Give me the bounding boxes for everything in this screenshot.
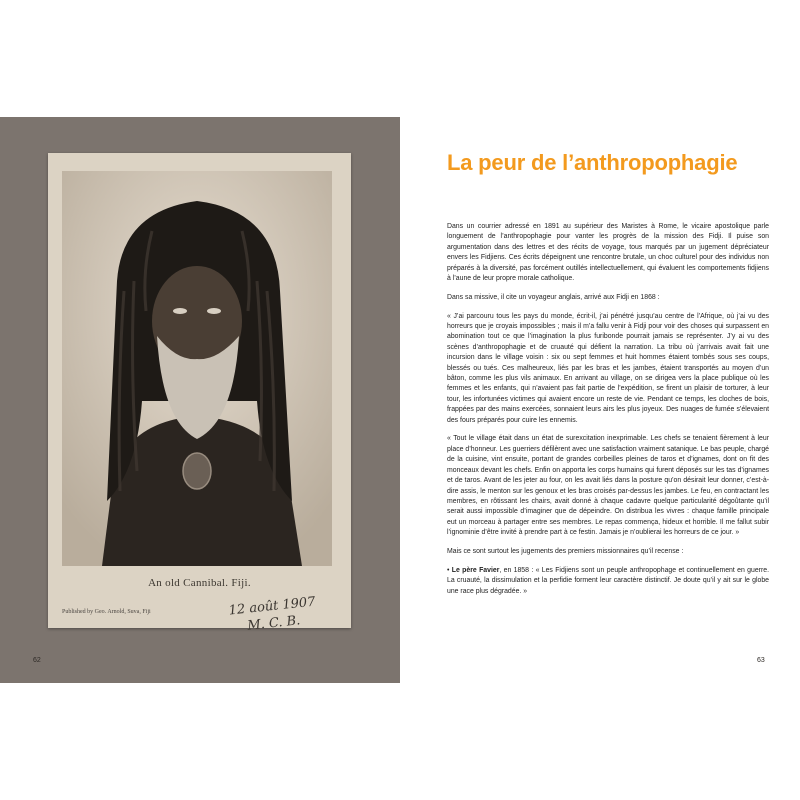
bullet-item	[447, 566, 769, 597]
paragraph: Dans sa missive, il cite un voyageur anglais, arrivé aux Fidji en 1868 :	[447, 293, 660, 301]
chapter-title: La peur de l’anthropophagie	[447, 150, 738, 175]
quote-paragraph: « J’ai parcouru tous les pays du monde, écrit-il, j’ai pénétré jusqu’au centre de l’Afrique, où j’ai vu des horreurs que je croyais impossibles ; mais il m’a fallu venir à Fidji pour voir des choses qui surpassent en abomination tout ce que l’imagination la plus furibonde pourrait jamais se représenter. J’y ai vu des scènes d’anthropophagie et de cruauté qui défient la narration. La tribu où j’arrivais avait fait une incursion dans le village voisin : six ou sept femmes et huit hommes étaient tombés sous ses coups, blessés ou tués. Ces malheureux, liés par les bras et les jambes, étaient transportés au moyen d’un bâton, comme les plus vils animaux. En arrivant au village, on se dirigea vers la place publique où les femmes et les enfants, qui n’avaient pas fait partie de l’expédition, se firent un plaisir de torturer, à leur tour, les infortunées victimes qui avaient encore un reste de vie. Pendant ce temps, les cloches de bois, frappées par des mains exercées, sonnaient leurs airs les plus joyeux. Des nuages de fumée s’élevaient des fours préparés pour cuire les ennemis.	[447, 312, 769, 424]
paragraph: Mais ce sont surtout les jugements des premiers missionnaires qu’il recense :	[447, 547, 684, 555]
handwritten-date	[207, 591, 340, 638]
body-text	[447, 222, 769, 605]
left-page	[0, 117, 400, 683]
cannibal-portrait-photo	[62, 171, 332, 566]
bullet-author: Le père Favier	[451, 566, 500, 574]
handwritten-initials: M. C. B.	[246, 613, 302, 634]
page-number-right: 63	[757, 657, 765, 664]
page-number-left: 62	[33, 657, 41, 664]
quote-paragraph: « Tout le village était dans un état de surexcitation inexprimable. Les chefs se tenaient fièrement à leur place d’honneur. Les guerriers défilèrent avec une satisfaction vraiment satanique. Le bas peuple, chargé de la cuisine, vint ensuite, portant de grandes corbeilles pleines de taros et d’ignames, dont on fit des monceaux devant les chefs. Enfin on apporta les corps humains qui furent déposés sur les tas d’ignames et de taros. Avant de les jeter au four, on les avait liés dans la posture qu’on désirait leur donner, c’est-à-dire assis, le menton sur les genoux et les bras croisés par-dessus les jambes. Le feu, en contractant les membres, en rôtissant les chairs, avait donné à chaque cadavre quelque particularité dégoûtante qu’il serait aussi impossible d’imaginer que de dépeindre. On distribua les vivres : chaque famille principale eut un morceau à partager entre ses membres. Le repas commença, hideux et horrible. Il me fallut subir l’ignominie d’être invité à prendre part à ce festin. Jamais je n’oublierai les horreurs de ce jour. »	[447, 435, 769, 537]
postcard-publisher: Published by Geo. Arnold, Suva, Fiji	[62, 609, 151, 615]
handwritten-date-line: 12 août 1907	[228, 594, 317, 619]
bullet-marker: •	[447, 566, 450, 574]
paragraph: Dans un courrier adressé en 1891 au supérieur des Maristes à Rome, le vicaire apostolique parle longuement de l’anthropophagie pour vanter les progrès de la mission des Fidji. Il puise son argumentation dans des lettres et des récits de voyage, tous marqués par un jugement dépréciateur envers les Fidjiens. Ces écrits dépeignent une rencontre brutale, un choc culturel pour des individus non préparés à la diversité, pas forcément outillés intellectuellement, qui évaluent les comportements fidjiens à l’aune de leur propre morale catholique.	[447, 223, 769, 283]
postcard-caption: An old Cannibal. Fiji.	[148, 577, 251, 589]
right-page-header	[447, 150, 769, 176]
bullet-text: , en 1858 : « Les Fidjiens sont un peuple anthropophage et continuellement en guerre. La cruauté, la dissimulation et la perfidie forment leur caractère distinctif. Je doute qu’il y ait sur le globe une race plus dégradée. »	[447, 566, 769, 595]
postcard	[48, 153, 351, 634]
